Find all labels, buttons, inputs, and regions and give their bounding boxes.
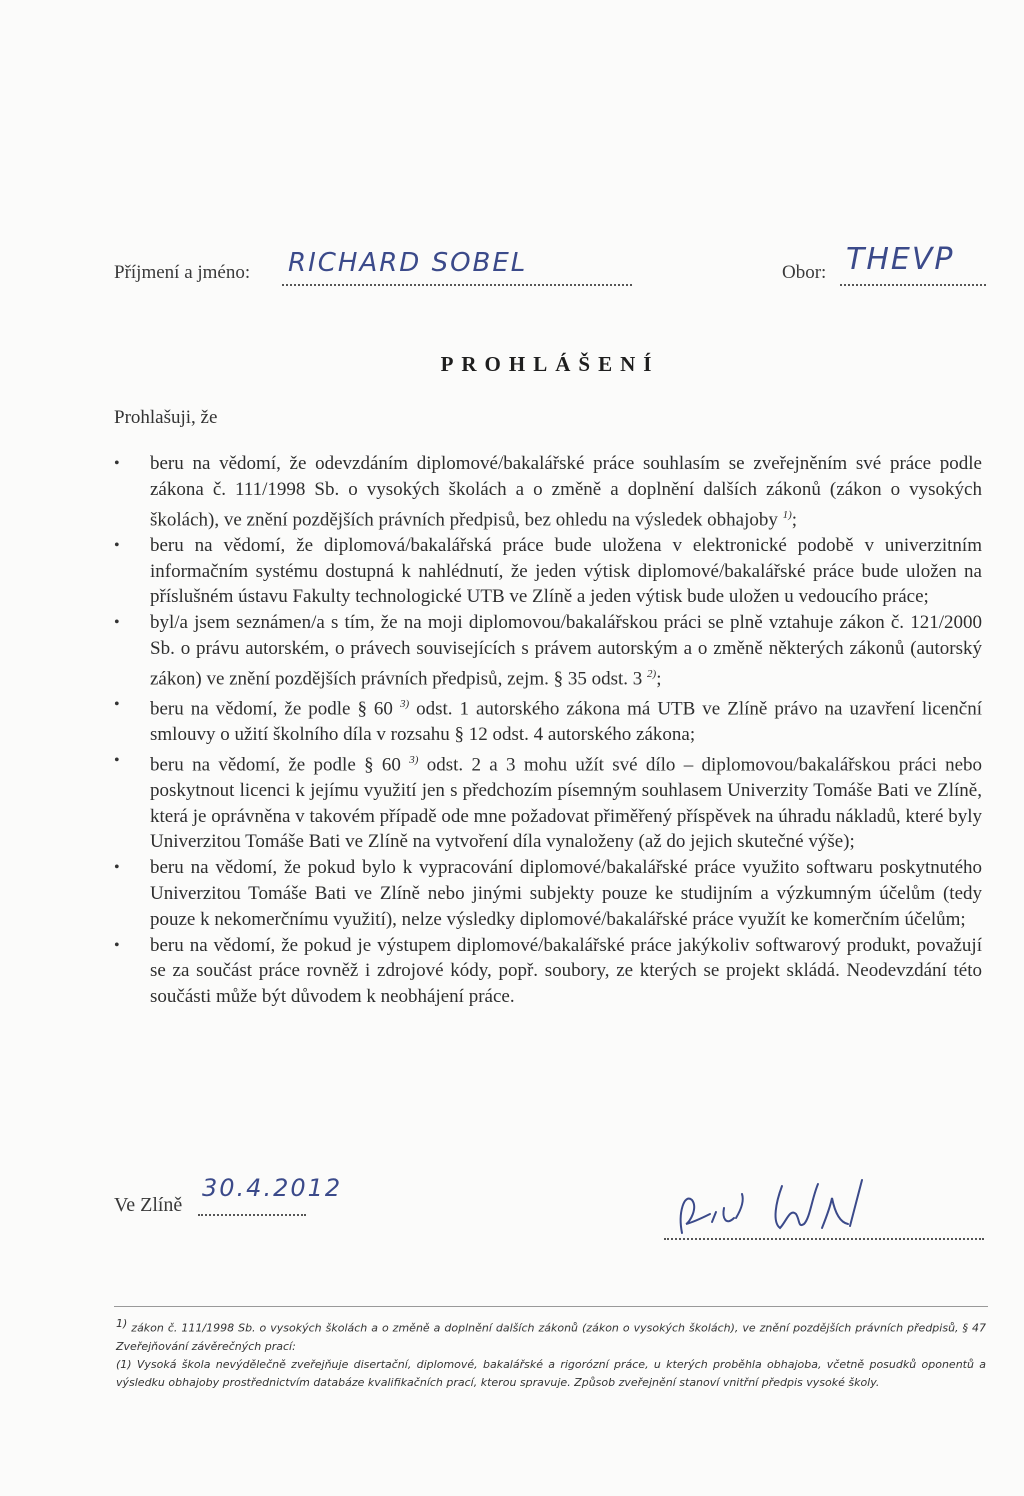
name-dotted-line — [282, 284, 632, 286]
footnote-ref: 3) — [409, 753, 419, 766]
item-text: byl/a jsem seznámen/a s tím, že na moji diplomovou/bakalářskou práci se plně vztahuje zákon č. 121/2000 Sb. o právu autorském, o právech souvisejících s právem autorským a o změně některých zákonů (autorský zákon) ve znění pozdějších právních předpisů, zejm. § 35 odst. 3 — [150, 612, 982, 690]
footnote-1-paragraph: (1) Vysoká škola nevýdělečně zveřejňuje disertační, diplomové, bakalářské a rigorózní práce, u kterých proběhla obhajoba, včetně posudků oponentů a výsledku obhajoby prostřednictvím databáze kvalifikačních prací, kterou spravuje. Způsob zveřejnění stanoví vnitřní předpis vysoké školy. — [116, 1357, 986, 1389]
declaration-item — [114, 533, 982, 610]
name-label: Příjmení a jméno: — [114, 262, 251, 283]
signature-image — [672, 1178, 872, 1240]
footnotes — [116, 1315, 986, 1392]
item-text: beru na vědomí, že diplomová/bakalářská práce bude uložena v elektronické podobě v univerzitním informačním systému dostupná k nahlédnutí, že jeden výtisk diplomové/bakalářské práce bude uložen na příslušném ústavu Fakulty technologické UTB ve Zlíně a jeden výtisk bude uložen u vedoucího práce; — [150, 534, 982, 608]
footnote-text: zákon č. 111/1998 Sb. o vysokých školách a o změně a doplnění dalších zákonů (zákon o vysokých školách), ve znění pozdějších právních předpisů, § 47 Zveřejňování závěrečných prací: — [116, 1321, 987, 1353]
signature-dotted-line — [664, 1238, 984, 1240]
document-title: PROHLÁŠENÍ — [440, 352, 660, 376]
handwritten-date: 30.4.2012 — [202, 1174, 343, 1202]
item-text: beru na vědomí, že odevzdáním diplomové/bakalářské práce souhlasím se zveřejněním své práce podle zákona č. 111/1998 Sb. o vysokých školách a o změně a doplnění dalších zákonů (zákon o vysokých školách), ve znění pozdějších právních předpisů, bez ohledu na výsledek obhajoby — [150, 453, 982, 530]
item-text: beru na vědomí, že podle § 60 — [150, 754, 401, 776]
handwritten-name: RICHARD SOBEL — [288, 248, 528, 278]
item-text: beru na vědomí, že podle § 60 — [150, 698, 393, 720]
declaration-item — [114, 692, 982, 748]
date-dotted-line — [198, 1214, 306, 1216]
footnote-mark: 1) — [116, 1317, 128, 1330]
declaration-list — [114, 451, 982, 1010]
field-dotted-line — [840, 284, 986, 286]
intro-text: Prohlašuji, že — [114, 407, 218, 428]
footnote-1 — [116, 1315, 986, 1356]
footnote-ref: 2) — [647, 667, 657, 680]
declaration-item — [114, 855, 982, 932]
item-text-end: ; — [656, 668, 662, 690]
declaration-item — [114, 451, 982, 533]
item-text-end: odst. 1 autorského zákona má UTB ve Zlíně právo na uzavření licenční smlouvy o užití školního díla v rozsahu § 12 odst. 4 autorského zákona; — [150, 698, 983, 745]
footnote-ref: 1) — [782, 508, 792, 521]
item-text: beru na vědomí, že pokud bylo k vypracování diplomové/bakalářské práce využito softwaru poskytnutého Univerzitou Tomáše Bati ve Zlíně nebo jinými subjekty pouze ke studijním a výzkumným účelům (tedy pouze k nekomerčnímu využití), nelze výsledky diplomové/bakalářské práce využít ke komerčním účelům; — [150, 857, 982, 930]
declaration-item — [114, 933, 982, 1010]
item-text-end: odst. 2 a 3 mohu užít své dílo – diplomovou/bakalářskou práci nebo poskytnout licenci k jejímu využití jen s předchozím písemným souhlasem Univerzity Tomáše Bati ve Zlíně, která je oprávněna v takovém případě ode mne požadovat přiměřený příspěvek na úhradu nákladů, které byly Univerzitou Tomáše Bati ve Zlíně na vytvoření díla vynaloženy (až do jejich skutečné výše); — [150, 754, 983, 853]
item-text: beru na vědomí, že pokud je výstupem diplomové/bakalářské práce jakýkoliv softwarový produkt, považují se za součást práce rovněž i zdrojové kódy, popř. soubory, ze kterých se projekt skládá. Neodevzdání této součásti může být důvodem k neobhájení práce. — [150, 934, 982, 1008]
handwritten-field: THEVP — [846, 242, 955, 277]
declaration-item — [114, 748, 982, 856]
item-text-end: ; — [791, 508, 798, 530]
place-label: Ve Zlíně — [114, 1194, 183, 1216]
field-label: Obor: — [782, 262, 827, 283]
footnote-ref: 3) — [399, 697, 410, 710]
footnote-divider — [114, 1306, 988, 1307]
declaration-item — [114, 610, 982, 692]
